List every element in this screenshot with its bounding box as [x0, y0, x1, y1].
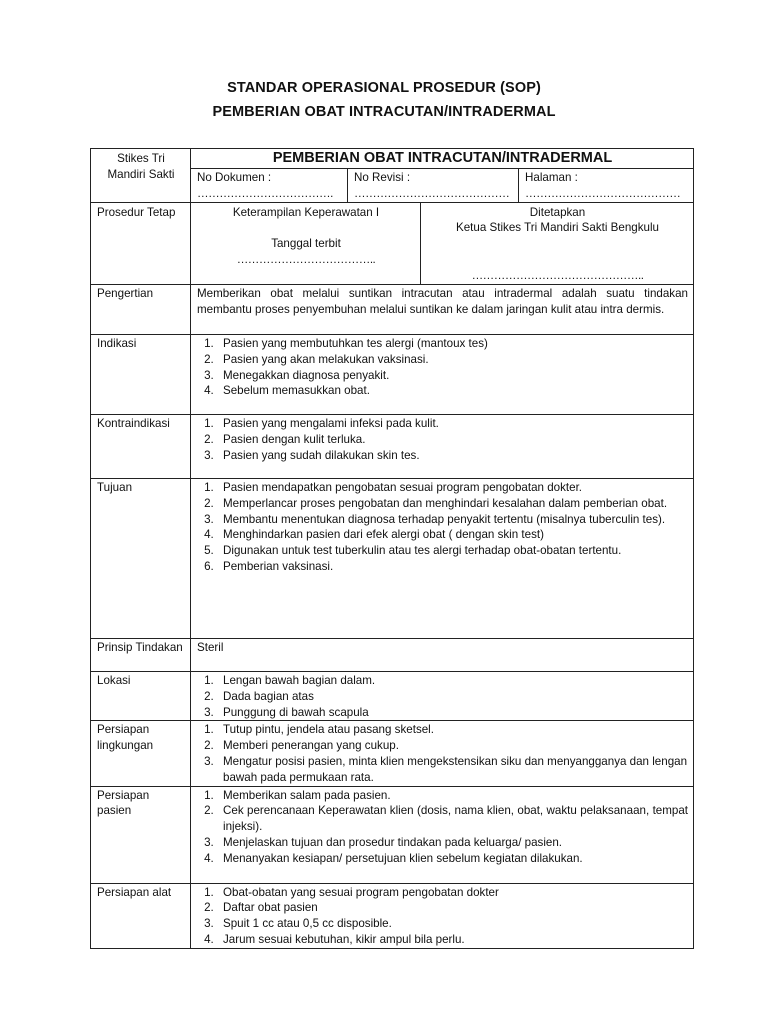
lingkungan-list [197, 722, 688, 785]
pasien-cell [191, 786, 694, 883]
page-title-line2: PEMBERIAN OBAT INTRACUTAN/INTRADERMAL [212, 104, 556, 120]
list-item: 6. Pemberian vaksinasi. [217, 559, 688, 575]
keterampilan-text: Keterampilan Keperawatan I [232, 205, 380, 219]
no-dokumen-cell [191, 169, 348, 203]
lokasi-label: Lokasi [91, 671, 191, 720]
alat-cell [191, 883, 694, 948]
ketua-text: Ketua Stikes Tri Mandiri Sakti Bengkulu [456, 221, 659, 235]
protap-label: Prosedur Tetap [91, 202, 191, 284]
protap-left-cell [191, 202, 421, 284]
tanggal-terbit-label: Tanggal terbit [271, 237, 341, 251]
lingkungan-label: Persiapan lingkungan [91, 721, 191, 786]
lokasi-cell [191, 671, 694, 720]
pasien-list [197, 788, 688, 867]
list-item: 3. Membantu menentukan diagnosa terhadap penyakit tertentu (misalnya tuberculin tes). [217, 512, 688, 528]
lingkungan-cell [191, 721, 694, 786]
list-item: 2. Pasien yang akan melakukan vaksinasi. [217, 352, 688, 368]
no-revisi-label: No Revisi : [354, 171, 411, 184]
list-item: 4. Menghindarkan pasien dari efek alergi obat ( dengan skin test) [217, 527, 688, 543]
halaman-label: Halaman : [525, 171, 578, 184]
list-item: 4. Sebelum memasukkan obat. [217, 383, 688, 399]
list-item: 1. Memberikan salam pada pasien. [217, 788, 688, 804]
list-item: 1. Pasien yang mengalami infeksi pada kulit. [217, 416, 688, 432]
kontraindikasi-label-text: Kontraindikasi [97, 416, 170, 430]
indikasi-label: Indikasi [91, 334, 191, 414]
list-item: 2. Cek perencanaan Keperawatan klien (dosis, nama klien, obat, waktu pelaksanaan, tempat injeksi). [217, 803, 688, 835]
list-item: 3. Punggung di bawah scapula [217, 705, 688, 721]
prinsip-text: Steril [191, 638, 694, 671]
ditetapkan-text: Ditetapkan [529, 205, 586, 219]
alat-list [197, 885, 688, 948]
lokasi-list [197, 673, 688, 720]
prinsip-label: Prinsip Tindakan [91, 638, 191, 671]
pasien-label: Persiapan pasien [91, 786, 191, 883]
institution-cell [91, 149, 191, 203]
tujuan-list [197, 480, 688, 575]
tujuan-label: Tujuan [91, 478, 191, 638]
list-item: 3. Spuit 1 cc atau 0,5 cc disposible. [217, 916, 688, 932]
list-item: 3. Menjelaskan tujuan dan prosedur tindakan pada keluarga/ pasien. [217, 835, 688, 851]
tujuan-cell [191, 478, 694, 638]
list-item: 3. Pasien yang sudah dilakukan skin tes. [217, 448, 688, 464]
halaman-cell [519, 169, 694, 203]
kontraindikasi-cell [191, 414, 694, 478]
page-title-line1: STANDAR OPERASIONAL PROSEDUR (SOP) [227, 80, 541, 96]
kontraindikasi-label [91, 414, 191, 478]
list-item: 2. Dada bagian atas [217, 689, 688, 705]
list-item: 4. Menanyakan kesiapan/ persetujuan klien sebelum kegiatan dilakukan. [217, 851, 688, 867]
list-item: 2. Memberi penerangan yang cukup. [217, 738, 688, 754]
list-item: 2. Pasien dengan kulit terluka. [217, 432, 688, 448]
list-item: 3. Mengatur posisi pasien, minta klien mengekstensikan siku dan menyangganya dan lengan bawah pada permukaan rata. [217, 754, 688, 786]
no-revisi-dots: …………………………………… [354, 186, 510, 200]
no-dokumen-label: No Dokumen : [197, 171, 272, 184]
list-item: 2. Memperlancar proses pengobatan dan menghindari kesalahan dalam pemberian obat. [217, 496, 688, 512]
list-item: 3. Menegakkan diagnosa penyakit. [217, 368, 688, 384]
list-item: 1. Pasien yang membutuhkan tes alergi (mantoux tes) [217, 336, 688, 352]
tanggal-terbit-dots: ……………………………….. [236, 253, 376, 267]
sop-table [90, 148, 694, 949]
no-revisi-cell [348, 169, 519, 203]
no-dokumen-dots: ………………………………. [197, 186, 333, 200]
kontraindikasi-list [197, 416, 688, 463]
signature-dots: ……………………………………….. [471, 269, 644, 283]
list-item: 1. Tutup pintu, jendela atau pasang sketsel. [217, 722, 688, 738]
halaman-dots: …………………………………… [525, 186, 681, 200]
list-item: 2. Daftar obat pasien [217, 900, 688, 916]
list-item: 1. Lengan bawah bagian dalam. [217, 673, 688, 689]
list-item: 1. Pasien mendapatkan pengobatan sesuai program pengobatan dokter. [217, 480, 688, 496]
pengertian-label: Pengertian [91, 284, 191, 334]
list-item: 5. Digunakan untuk test tuberkulin atau tes alergi terhadap obat-obatan tertentu. [217, 543, 688, 559]
indikasi-list [197, 336, 688, 399]
list-item: 1. Obat-obatan yang sesuai program pengobatan dokter [217, 885, 688, 901]
pengertian-text: Memberikan obat melalui suntikan intracutan atau intradermal adalah suatu tindakan membantu proses penyembuhan melalui suntikan ke dalam jaringan kulit atau intra dermis. [191, 284, 694, 334]
indikasi-cell [191, 334, 694, 414]
protap-right-cell [421, 202, 694, 284]
doc-title: PEMBERIAN OBAT INTRACUTAN/INTRADERMAL [191, 149, 694, 169]
list-item: 4. Jarum sesuai kebutuhan, kikir ampul bila perlu. [217, 932, 688, 948]
institution-name: Stikes Tri Mandiri Sakti [107, 152, 175, 181]
alat-label: Persiapan alat [91, 883, 191, 948]
